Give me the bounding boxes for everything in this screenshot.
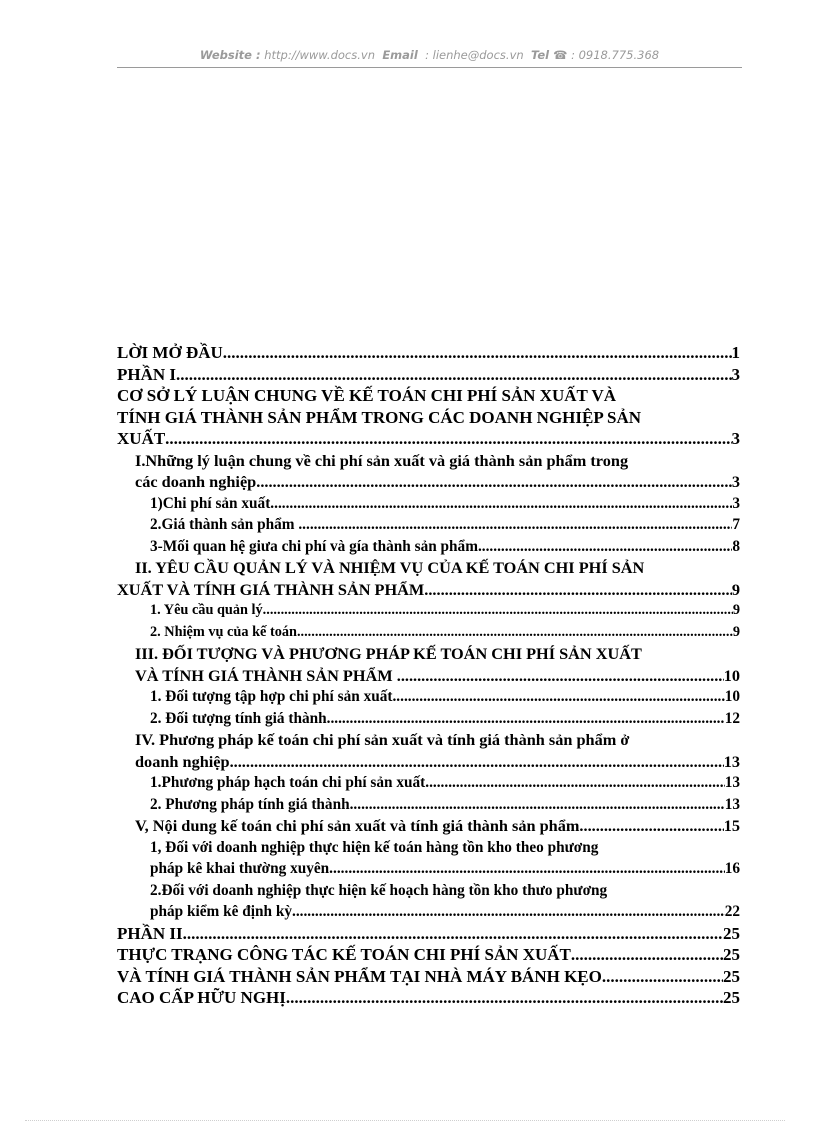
- toc-leader: [286, 987, 723, 1009]
- website-url[interactable]: http://www.docs.vn: [264, 48, 375, 62]
- toc-leader: [429, 772, 725, 794]
- toc-page-number: 3: [732, 494, 740, 512]
- toc-entry-title: 2. Nhiệm vụ của kế toán.: [150, 623, 301, 640]
- toc-entry-title: 1. Đối tượng tập hợp chi phí sản xuất: [150, 688, 393, 705]
- toc-entry[interactable]: [117, 622, 740, 644]
- toc-leader: [256, 471, 732, 493]
- toc-entry-title-line: III. ĐỐI TƯỢNG VÀ PHƯƠNG PHÁP KẾ TOÁN CHI PHÍ SẢN XUẤT: [135, 644, 642, 663]
- toc-page-number: 10: [724, 688, 740, 705]
- toc-leader: [424, 579, 732, 601]
- toc-leader: [176, 364, 731, 386]
- toc-leader: [571, 944, 723, 966]
- toc-entry[interactable]: [117, 772, 740, 794]
- toc-leader: [301, 622, 733, 644]
- toc-page-number: 15: [723, 816, 740, 835]
- toc-leader: [392, 686, 724, 708]
- toc-entry[interactable]: [117, 514, 740, 536]
- toc-page-number: 9: [731, 579, 740, 599]
- toc-entry-title-line: II. YÊU CẦU QUẢN LÝ VÀ NHIỆM VỤ CỦA KẾ TOÁN CHI PHÍ SẢN: [135, 558, 645, 577]
- toc-entry-title: VÀ TÍNH GIÁ THÀNH SẢN PHẨM TẠI NHÀ MÁY BÁNH KẸO: [117, 966, 602, 986]
- toc-entry-title: PHẦN I: [117, 364, 177, 384]
- toc-entry[interactable]: [117, 342, 740, 364]
- toc-entry[interactable]: [117, 600, 740, 622]
- toc-entry-title-line: VÀ TÍNH GIÁ THÀNH SẢN PHẨM .: [135, 665, 401, 685]
- toc-entry[interactable]: [117, 493, 740, 515]
- toc-page-number: 3: [731, 472, 740, 491]
- toc-entry[interactable]: [117, 837, 740, 880]
- toc-entry-title: V, Nội dung kế toán chi phí sản xuất và tính giá thành sản phẩm.: [135, 816, 584, 835]
- toc-entry-title-line: pháp kê khai thường xuyên.: [150, 860, 334, 877]
- toc-entry-title-line: CƠ SỞ LÝ LUẬN CHUNG VỀ KẾ TOÁN CHI PHÍ SẢN XUẤT VÀ: [117, 386, 617, 405]
- toc-leader: [223, 342, 732, 364]
- toc-leader: [296, 901, 725, 923]
- toc-entry[interactable]: [117, 729, 740, 772]
- toc-page-number: 25: [723, 966, 740, 986]
- toc-entry[interactable]: [117, 536, 740, 558]
- toc-entry[interactable]: [117, 794, 740, 816]
- tel-label: Tel ☎: [530, 48, 568, 62]
- toc-leader: [401, 665, 724, 687]
- toc-leader: [478, 536, 732, 558]
- toc-page-number: 25: [723, 988, 740, 1007]
- toc-leader: [602, 966, 723, 988]
- toc-entry[interactable]: [117, 966, 740, 988]
- toc-leader: [234, 751, 724, 773]
- toc-entry[interactable]: [117, 923, 740, 945]
- toc-entry-title-line: XUẤT: [117, 429, 166, 448]
- toc-entry[interactable]: [117, 686, 740, 708]
- toc-entry-title-line: 1, Đối với doanh nghiệp thực hiện kế toán hàng tồn kho theo phương: [150, 838, 599, 856]
- toc-entry-title: 1. Yêu cầu quản lý.: [150, 602, 267, 618]
- toc-entry-title-line: IV. Phương pháp kế toán chi phí sản xuất và tính giá thành sản phẩm ở: [135, 730, 630, 749]
- toc-leader: [270, 493, 732, 515]
- toc-entry-title-line: XUẤT VÀ TÍNH GIÁ THÀNH SẢN PHẨM: [117, 579, 425, 599]
- toc-page-number: 16: [724, 860, 740, 877]
- toc-page-number: 13: [724, 795, 740, 813]
- toc-entry-title: CAO CẤP HỮU NGHỊ: [117, 988, 286, 1007]
- toc-page-number: 13: [724, 774, 740, 791]
- toc-page-number: 1: [731, 343, 740, 362]
- toc-page-number: 7: [732, 516, 740, 533]
- toc-page-number: 25: [723, 945, 740, 964]
- website-label: Website :: [199, 48, 261, 62]
- toc-entry[interactable]: [117, 944, 740, 966]
- toc-entry[interactable]: [117, 364, 740, 386]
- toc-leader: [350, 794, 725, 816]
- toc-entry-title-line: 2.Đối với doanh nghiệp thực hiện kế hoạch hàng tồn kho thưo phương: [150, 881, 608, 899]
- toc-leader: [302, 514, 732, 536]
- tel-value: : 0918.775.368: [571, 48, 660, 62]
- toc-entry-title: THỰC TRẠNG CÔNG TÁC KẾ TOÁN CHI PHÍ SẢN XUẤT: [117, 945, 571, 964]
- toc-entry-title: 2. Phương pháp tính giá thành: [150, 795, 350, 813]
- toc-leader: [183, 923, 723, 945]
- toc-entry-title-line: các doanh nghiệp: [135, 472, 257, 491]
- toc-page-number: 10: [723, 665, 740, 685]
- toc-entry[interactable]: [117, 987, 740, 1009]
- page-bottom-divider: [25, 1120, 785, 1121]
- toc-leader: [333, 858, 725, 880]
- toc-entry-title: 2.Giá thành sản phẩm .: [150, 516, 303, 533]
- email-label: Email: [382, 48, 418, 62]
- toc-page-number: 9: [732, 602, 740, 618]
- toc-entry[interactable]: [117, 450, 740, 493]
- toc-entry[interactable]: [117, 643, 740, 686]
- toc-page-number: 25: [723, 923, 740, 943]
- toc-entry[interactable]: [117, 557, 740, 600]
- toc-page-number: 3: [731, 364, 740, 384]
- page-header: [117, 48, 742, 68]
- toc-entry-title: 1)Chi phí sản xuất: [150, 494, 271, 512]
- toc-entry-title: 1.Phương pháp hạch toán chi phí sản xuất.: [150, 774, 430, 791]
- toc-entry[interactable]: [117, 880, 740, 923]
- toc-entry-title-line: I.Những lý luận chung về chi phí sản xuất và giá thành sản phẩm trong: [135, 450, 629, 470]
- toc-page-number: 8: [732, 537, 740, 555]
- toc-leader: [266, 600, 733, 622]
- toc-page-number: 3: [731, 429, 740, 448]
- toc-entry-title-line: doanh nghiệp.: [135, 751, 234, 771]
- toc-leader: [330, 708, 724, 730]
- toc-entry-title: 3-Mối quan hệ giưa chi phí và gía thành sản phẩm: [150, 537, 478, 555]
- toc-page-number: 13: [723, 751, 740, 771]
- toc-page-number: 9: [732, 623, 740, 640]
- toc-entry-title-line: TÍNH GIÁ THÀNH SẢN PHẨM TRONG CÁC DOANH NGHIỆP SẢN: [117, 407, 642, 427]
- email-value[interactable]: : lienhe@docs.vn: [425, 48, 524, 62]
- toc-entry[interactable]: [117, 385, 740, 450]
- toc-entry[interactable]: [117, 708, 740, 730]
- toc-entry[interactable]: [117, 815, 740, 837]
- toc-entry-title: LỜI MỞ ĐẦU: [117, 343, 223, 362]
- toc-entry-title: 2. Đối tượng tính giá thành.: [150, 709, 331, 727]
- toc-entry-title: PHẦN II: [117, 923, 183, 943]
- toc-leader: [165, 428, 731, 450]
- toc-entry-title-line: pháp kiểm kê định kỳ.: [150, 903, 296, 920]
- toc-leader: [584, 815, 724, 837]
- toc-page-number: 22: [724, 903, 740, 920]
- table-of-contents: [117, 342, 740, 1009]
- toc-page-number: 12: [724, 709, 740, 727]
